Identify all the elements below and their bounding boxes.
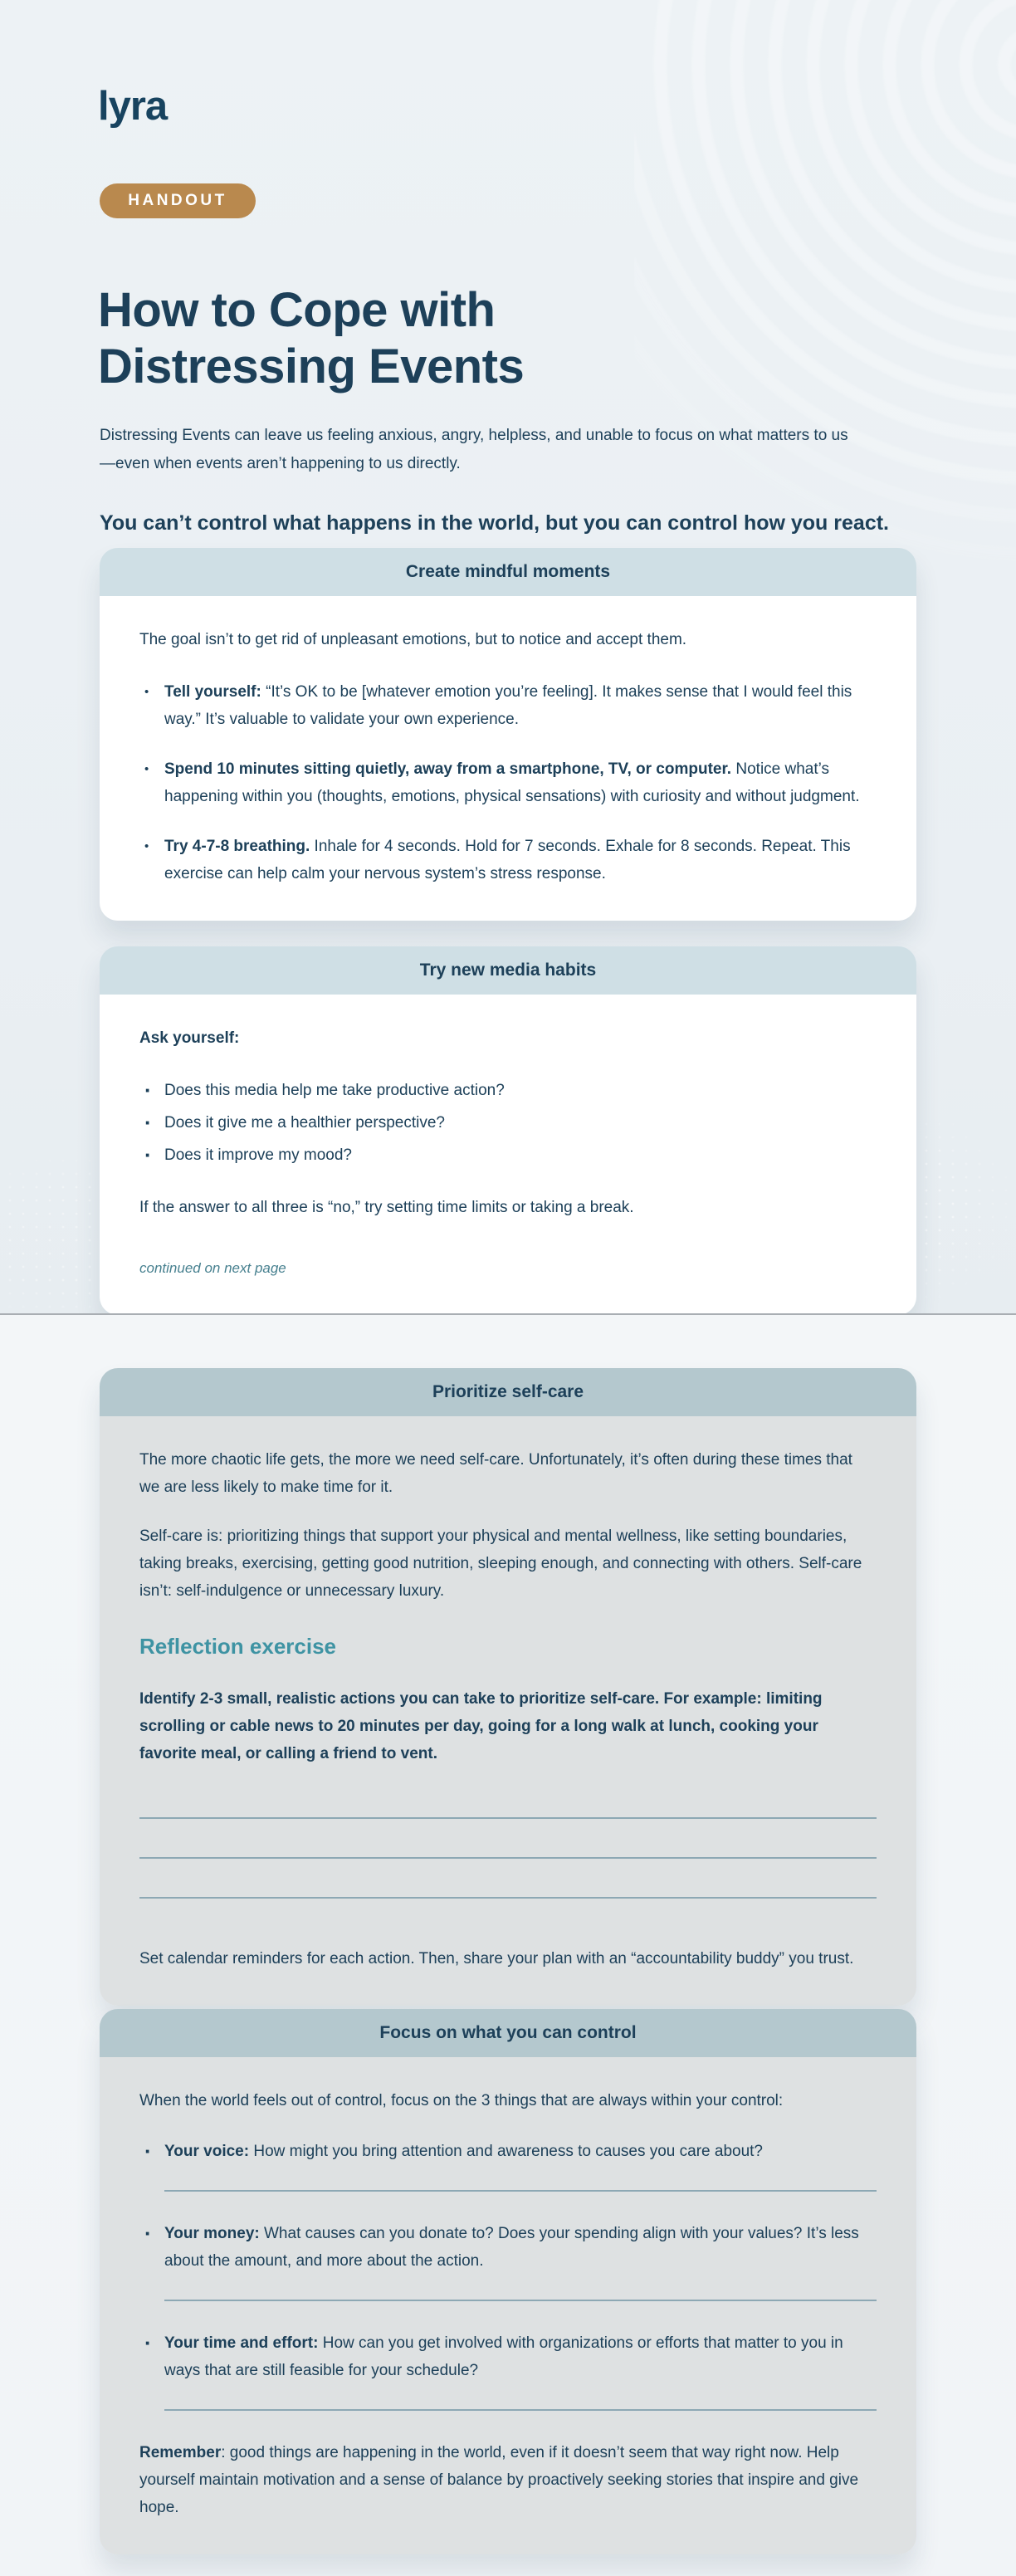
card-body [100, 596, 916, 921]
list-item: · Does it improve my mood? [139, 1141, 877, 1169]
card-body [100, 2057, 916, 2554]
card-header [100, 946, 916, 995]
write-in-line [139, 1857, 877, 1859]
list-item: · Your money: What causes can you donate to? Does your spending align with your values? It’s less about the amount, and more about the action. [139, 2220, 877, 2275]
exercise-instructions: Identify 2-3 small, realistic actions you can take to prioritize self-care. For example: limiting scrolling or cable news to 20 minutes per day, going for a long walk at lunch, cooking your favorite meal, or calling a friend to vent. [139, 1690, 823, 1762]
list-item: · Does this media help me take productive action? [139, 1077, 877, 1104]
control-list [139, 2220, 877, 2275]
write-in-line [139, 1817, 877, 1819]
write-in-line [164, 2190, 877, 2192]
list-item: • Spend 10 minutes sitting quietly, away from a smartphone, TV, or computer. Notice what’s happening within you (thoughts, emotions, physical sensations) with curiosity and without judgment. [139, 755, 877, 810]
card-intro: The goal isn’t to get rid of unpleasant emotions, but to notice and accept them. [139, 631, 687, 648]
card-intro: When the world feels out of control, focus on the 3 things that are always within your control: [139, 2092, 784, 2109]
lyra-logo: lyra [98, 84, 168, 129]
continued-note: continued on next page [139, 1260, 286, 1276]
bullet-list [139, 678, 877, 887]
card-conclusion: If the answer to all three is “no,” try setting time limits or taking a break. [139, 1199, 634, 1216]
write-in-area [139, 1817, 877, 1899]
handout-badge-label: HANDOUT [128, 192, 227, 209]
write-in-line [164, 2409, 877, 2411]
list-item: · Your voice: How might you bring attention and awareness to causes you care about? [139, 2138, 877, 2165]
card-paragraph: The more chaotic life gets, the more we need self-care. Unfortunately, it’s often during these times that we are less likely to make time for it. [139, 1451, 852, 1496]
intro-paragraph: Distressing Events can leave us feeling anxious, angry, helpless, and unable to focus on what matters to us—even when events aren’t happening to us directly. [100, 427, 848, 472]
card-create-mindful-moments [100, 548, 916, 921]
card-title: Focus on what you can control [379, 2023, 637, 2042]
list-item: • Tell yourself: “It’s OK to be [whatever emotion you’re feeling]. It makes sense that I would feel this way.” It’s valuable to validate your own experience. [139, 678, 877, 733]
card-header [100, 548, 916, 596]
card-focus-on-control [100, 2009, 916, 2554]
card-footer-paragraph: Set calendar reminders for each action. Then, share your plan with an “accountability buddy” you trust. [139, 1950, 854, 1967]
card-title: Create mindful moments [405, 562, 611, 581]
card-lead: Ask yourself: [139, 1029, 240, 1047]
list-item: · Your time and effort: How can you get involved with organizations or efforts that matter to you in ways that are still feasible for your schedule? [139, 2329, 877, 2384]
handout-badge [100, 183, 256, 218]
card-header [100, 1368, 916, 1416]
question-list [139, 1077, 877, 1169]
card-body [100, 1416, 916, 2006]
remember-paragraph: Remember: good things are happening in the world, even if it doesn’t seem that way right now. Help yourself maintain motivation and a sense of balance by proactively seeking stories that inspire and give hope. [139, 2444, 859, 2516]
page-title: How to Cope with Distressing Events [98, 282, 525, 393]
card-title: Try new media habits [419, 961, 597, 980]
reflection-exercise-heading: Reflection exercise [139, 1634, 337, 1659]
list-item: · Does it give me a healthier perspective? [139, 1109, 877, 1136]
control-list [139, 2138, 877, 2165]
page-2 [0, 1315, 1016, 2576]
card-prioritize-self-care [100, 1368, 916, 2006]
card-try-new-media-habits [100, 946, 916, 1315]
card-header [100, 2009, 916, 2057]
control-list [139, 2329, 877, 2384]
card-body [100, 995, 916, 1315]
write-in-line [164, 2300, 877, 2301]
list-item: • Try 4-7-8 breathing. Inhale for 4 seconds. Hold for 7 seconds. Exhale for 8 seconds. Repeat. This exercise can help calm your nervous system’s stress response. [139, 833, 877, 887]
card-title: Prioritize self-care [432, 1382, 584, 1401]
card-paragraph: Self-care is: prioritizing things that support your physical and mental wellness, like setting boundaries, taking breaks, exercising, getting good nutrition, sleeping enough, and connecting with others. Self-care isn’t: self-indulgence or unnecessary luxury. [139, 1528, 862, 1600]
callout-statement: You can’t control what happens in the world, but you can control how you react. [100, 511, 889, 535]
write-in-line [139, 1897, 877, 1899]
